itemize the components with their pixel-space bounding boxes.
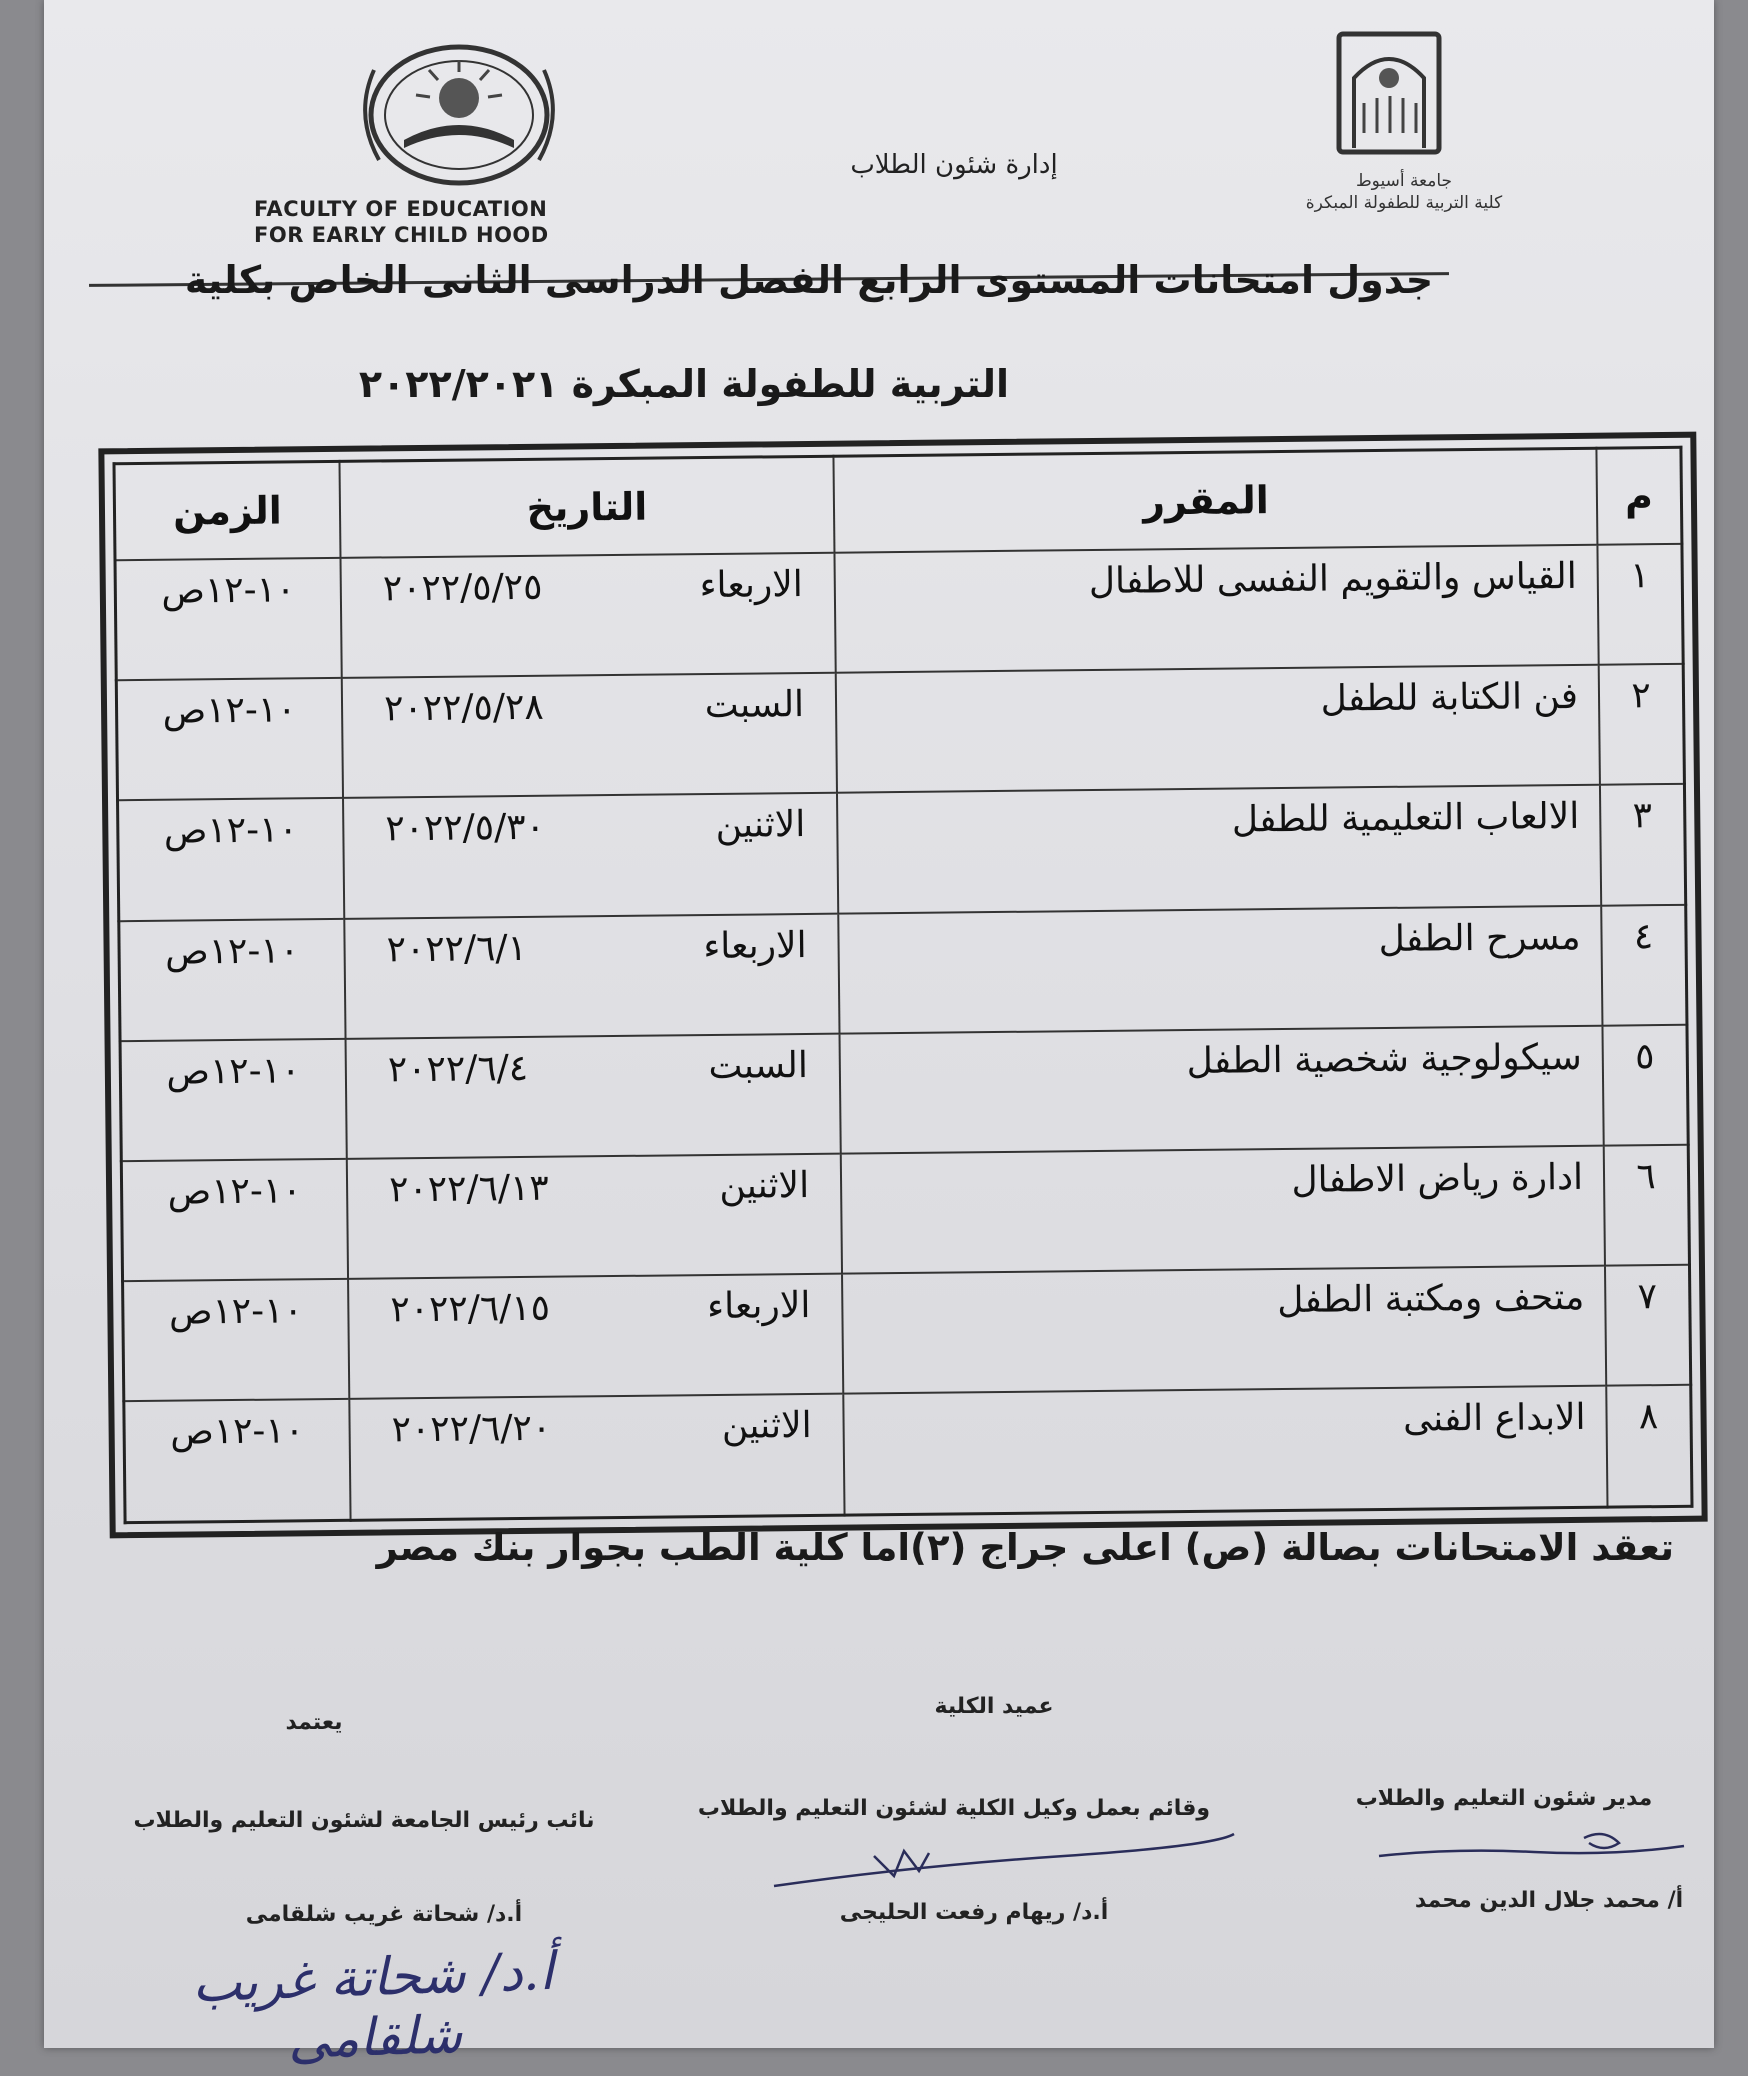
row-date-cell xyxy=(343,793,838,918)
row-day: الاثنين xyxy=(721,1405,812,1448)
table-row xyxy=(124,1385,1692,1523)
header-time: الزمن xyxy=(114,461,340,560)
university-name: جامعة أسيوط xyxy=(1355,171,1453,191)
exam-location-note: تعقد الامتحانات بصالة (ص) اعلى جراج (٢)اما كلية الطب بجوار بنك مصر xyxy=(376,1526,1674,1569)
row-time: ١٠-١٢ص xyxy=(115,558,342,681)
document-page xyxy=(44,0,1714,2072)
faculty-name-en-line1: FACULTY OF EDUCATION xyxy=(254,197,548,221)
row-date: ٢٠٢٢/٥/٢٥ xyxy=(382,566,543,610)
row-day: السبت xyxy=(708,1044,809,1087)
row-time: ١٠-١٢ص xyxy=(121,1159,348,1282)
row-date: ٢٠٢٢/٦/١٣ xyxy=(388,1167,549,1211)
table-row xyxy=(115,544,1683,681)
row-date-cell xyxy=(347,1154,842,1279)
row-num: ٨ xyxy=(1606,1385,1692,1507)
header-date: التاريخ xyxy=(339,456,834,558)
row-course: سيكولوجية شخصية الطفل xyxy=(840,1025,1604,1153)
vice-dean-signature xyxy=(764,1826,1244,1896)
table-row xyxy=(121,1145,1689,1282)
faculty-name-en-line2: FOR EARLY CHILD HOOD xyxy=(254,223,549,247)
director-signature xyxy=(1374,1826,1694,1866)
table-row xyxy=(118,784,1686,921)
header-num: م xyxy=(1596,447,1682,544)
row-day: الاربعاء xyxy=(703,924,807,967)
row-course: ادارة رياض الاطفال xyxy=(841,1146,1605,1274)
vice-dean-title: وقائم بعمل وكيل الكلية لشئون التعليم والطلاب xyxy=(697,1796,1211,1821)
row-num: ٥ xyxy=(1602,1024,1688,1145)
row-course: الالعاب التعليمية للطفل xyxy=(837,785,1601,913)
dean-label: عميد الكلية xyxy=(934,1694,1054,1719)
row-day: الاثنين xyxy=(719,1164,810,1207)
row-time: ١٠-١٢ص xyxy=(124,1399,351,1523)
university-gate-icon xyxy=(1299,28,1479,158)
row-date: ٢٠٢٢/٦/١٥ xyxy=(390,1287,551,1331)
schedule-title-line1: جدول امتحانات المستوى الرابع الفصل الدراسى الثانى الخاص بكلية xyxy=(184,258,1434,302)
row-time: ١٠-١٢ص xyxy=(120,1039,347,1162)
row-date-cell xyxy=(340,553,835,678)
row-date-cell xyxy=(348,1274,843,1399)
row-date: ٢٠٢٢/٦/٢٠ xyxy=(391,1407,552,1451)
header-course: المقرر xyxy=(833,448,1597,552)
row-date-cell xyxy=(344,913,839,1038)
row-time: ١٠-١٢ص xyxy=(118,798,345,921)
director-name: أ/ محمد جلال الدين محمد xyxy=(1414,1888,1684,1913)
director-title: مدير شئون التعليم والطلاب xyxy=(1355,1786,1653,1811)
row-num: ١ xyxy=(1597,544,1683,665)
row-date-cell xyxy=(349,1394,844,1520)
row-day: الاربعاء xyxy=(706,1285,811,1328)
row-date-cell xyxy=(346,1033,841,1158)
row-num: ٣ xyxy=(1600,784,1686,905)
university-block xyxy=(1244,170,1564,214)
row-course: القياس والتقويم النفسى للاطفال xyxy=(834,545,1598,673)
table-row xyxy=(119,904,1687,1041)
row-num: ٦ xyxy=(1604,1145,1690,1266)
vp-name: أ.د/ شحاتة غريب شلقامى xyxy=(245,1902,523,1927)
vp-handwritten-signature: أ.د/ شحاتة غريب شلقامى xyxy=(191,1941,555,2072)
vice-dean-name: أ.د/ ريهام رفعت الحليجى xyxy=(839,1900,1109,1925)
table-row xyxy=(123,1265,1691,1402)
row-date: ٢٠٢٢/٥/٣٠ xyxy=(385,807,546,850)
row-course: الابداع الفنى xyxy=(843,1386,1607,1515)
table-header-row xyxy=(114,447,1682,560)
row-date-cell xyxy=(342,673,837,798)
row-time: ١٠-١٢ص xyxy=(119,918,346,1041)
row-course: مسرح الطفل xyxy=(838,905,1602,1033)
row-time: ١٠-١٢ص xyxy=(116,678,343,801)
row-date: ٢٠٢٢/٦/٤ xyxy=(387,1047,529,1091)
table-row xyxy=(120,1024,1688,1161)
row-day: الاثنين xyxy=(715,804,806,847)
approve-label: يعتمد xyxy=(285,1710,343,1735)
row-course: متحف ومكتبة الطفل xyxy=(842,1266,1606,1394)
department-name: إدارة شئون الطلاب xyxy=(850,150,1058,180)
table-row xyxy=(116,664,1684,801)
row-num: ٧ xyxy=(1605,1265,1691,1386)
row-day: السبت xyxy=(704,684,805,727)
row-day: الاربعاء xyxy=(699,564,804,607)
row-course: فن الكتابة للطفل xyxy=(836,665,1600,793)
schedule-title-line2: التربية للطفولة المبكرة ٢٠٢٢/٢٠٢١ xyxy=(358,362,1010,406)
faculty-name-en xyxy=(254,196,634,248)
row-time: ١٠-١٢ص xyxy=(123,1279,350,1402)
exam-schedule-table xyxy=(98,432,1707,1539)
vp-title: نائب رئيس الجامعة لشئون التعليم والطلاب xyxy=(133,1808,595,1833)
row-date: ٢٠٢٢/٥/٢٨ xyxy=(383,686,544,730)
row-num: ٤ xyxy=(1601,904,1687,1025)
faculty-seal-icon xyxy=(334,40,584,190)
row-num: ٢ xyxy=(1599,664,1685,785)
faculty-name-ar: كلية التربية للطفولة المبكرة xyxy=(1305,193,1503,213)
row-date: ٢٠٢٢/٦/١ xyxy=(386,927,528,970)
